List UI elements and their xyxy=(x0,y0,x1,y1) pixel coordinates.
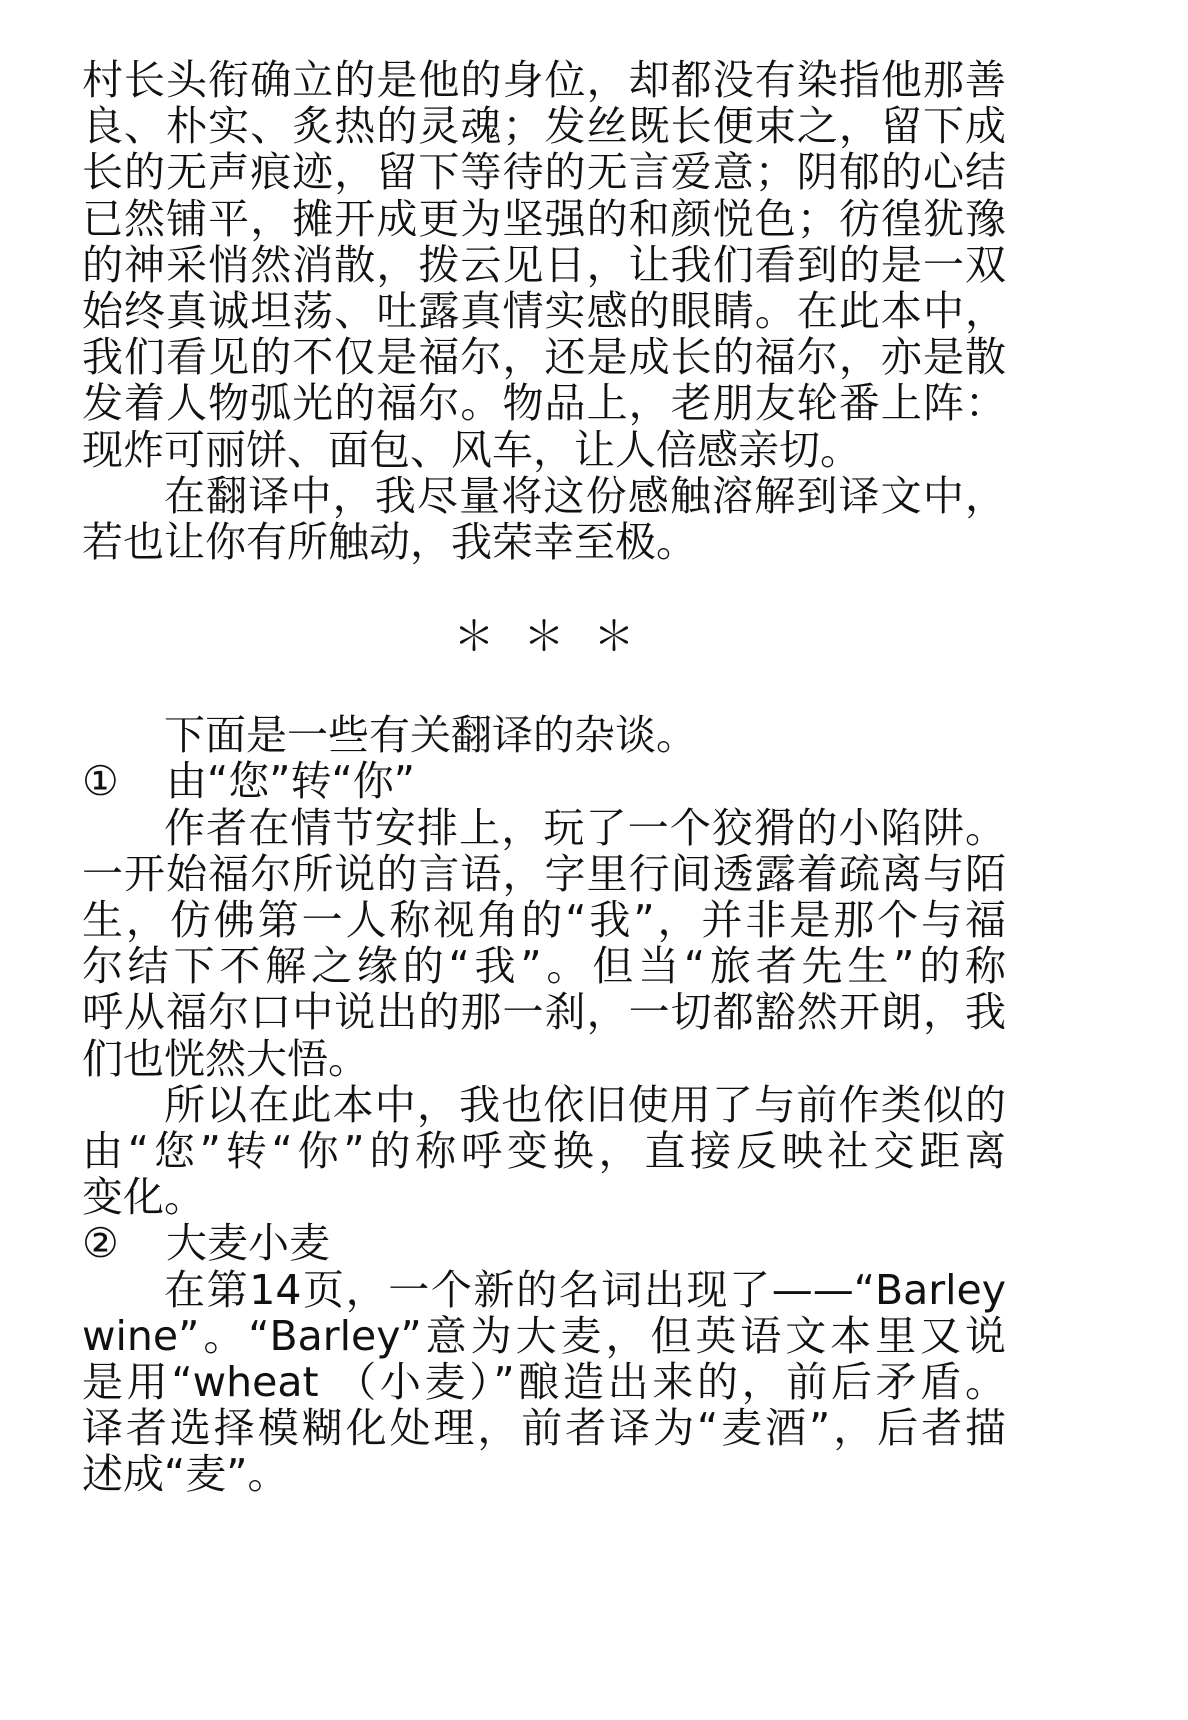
body-text-line: 尔结下不解之缘的“我”。但当“旅者先生”的称 xyxy=(82,943,1006,990)
paragraph xyxy=(82,473,1006,565)
body-text-line: 良、朴实、炙热的灵魂；发丝既长便束之，留下成 xyxy=(82,103,1006,150)
body-text-line: 已然铺平，摊开成更为坚强的和颜悦色；彷徨犹豫 xyxy=(82,195,1006,242)
body-text-line: 一开始福尔所说的言语，字里行间透露着疏离与陌 xyxy=(82,850,1006,897)
note-section xyxy=(82,758,1006,1220)
body-text-line: 所以在此本中，我也依旧使用了与前作类似的 xyxy=(164,1081,1006,1128)
body-text-line: 长的无声痕迹，留下等待的无言爱意；阴郁的心结 xyxy=(82,149,1006,196)
body-text-line: 是用“wheat （小麦）”酿造出来的，前后矛盾。 xyxy=(82,1358,1006,1406)
body-text-line: 我们看见的不仅是福尔，还是成长的福尔，亦是散 xyxy=(82,334,1006,381)
paragraph xyxy=(82,805,1006,1082)
section-heading-text: 由“您”转“你” xyxy=(166,758,415,805)
body-text-line: 译者选择模糊化处理，前者译为“麦酒”，后者描 xyxy=(82,1405,1006,1452)
section-heading xyxy=(82,1220,1006,1266)
page-content xyxy=(82,57,1006,1497)
body-text-line: 生，仿佛第一人称视角的“我”，并非是那个与福 xyxy=(82,897,1006,944)
section-number: ② xyxy=(82,1220,119,1267)
body-text-line: 始终真诚坦荡、吐露真情实感的眼睛。在此本中， xyxy=(82,287,1006,335)
body-text-line: 由“您”转“你”的称呼变换，直接反映社交距离 xyxy=(82,1127,1006,1175)
paragraph xyxy=(82,1267,1006,1498)
section-number: ① xyxy=(82,758,119,805)
body-text-line: 村长头衔确立的是他的身位，却都没有染指他那善 xyxy=(82,57,1006,104)
body-text-line: 作者在情节安排上，玩了一个狡猾的小陷阱。 xyxy=(164,804,1006,851)
body-text-line: wine”。“Barley”意为大麦，但英语文本里又说 xyxy=(82,1312,1006,1359)
section-heading-text: 大麦小麦 xyxy=(166,1220,330,1267)
paragraph xyxy=(82,57,1006,473)
section-separator: ＊ ＊ ＊ xyxy=(453,612,635,661)
body-text-line: 们也恍然大悟。 xyxy=(82,1035,369,1082)
body-text-line: 在翻译中，我尽量将这份感触溶解到译文中， xyxy=(164,472,1006,519)
body-text-line: 现炸可丽饼、面包、风车，让人倍感亲切。 xyxy=(82,426,861,473)
section-heading xyxy=(82,758,1006,804)
body-text-line: 发着人物弧光的福尔。物品上，老朋友轮番上阵： xyxy=(82,380,1006,427)
notes-lead: 下面是一些有关翻译的杂谈。 xyxy=(164,712,697,759)
paragraph xyxy=(82,1082,1006,1221)
body-text-line: 述成“麦”。 xyxy=(82,1451,289,1498)
note-section xyxy=(82,1220,1006,1497)
body-text-line: 若也让你有所触动，我荣幸至极。 xyxy=(82,518,697,566)
body-text-line: 的神采悄然消散，拨云见日，让我们看到的是一双 xyxy=(82,241,1006,288)
body-text-line: 变化。 xyxy=(82,1174,205,1221)
body-text-line: 呼从福尔口中说出的那一刹，一切都豁然开朗，我 xyxy=(82,989,1006,1036)
body-text-line: 在第14页，一个新的名词出现了——“Barley xyxy=(164,1266,1006,1313)
